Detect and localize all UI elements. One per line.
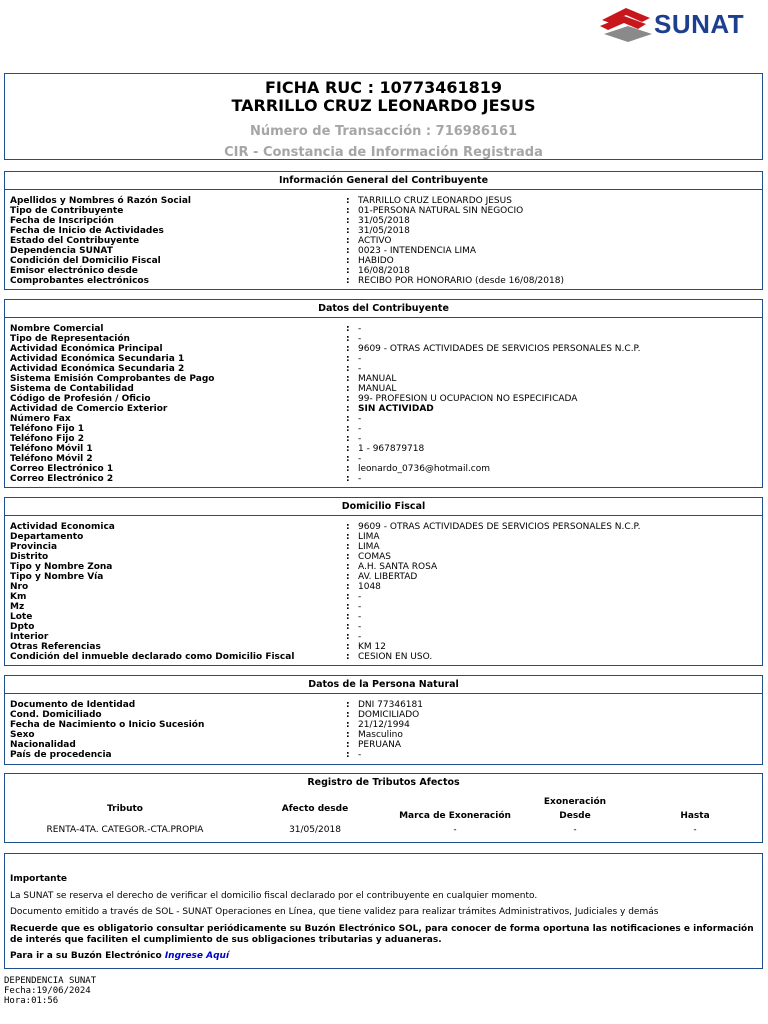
info-row bbox=[5, 622, 762, 632]
col-header-afecto: Afecto desde bbox=[281, 804, 349, 814]
field-label: Actividad Economica bbox=[10, 522, 115, 532]
field-label: Teléfono Fijo 2 bbox=[10, 434, 84, 444]
field-separator: : bbox=[346, 592, 350, 602]
field-separator: : bbox=[346, 602, 350, 612]
info-row bbox=[5, 246, 762, 256]
field-separator: : bbox=[346, 622, 350, 632]
field-value: - bbox=[358, 434, 362, 444]
ficha-ruc-title: FICHA RUC : 10773461819 bbox=[264, 78, 503, 97]
field-value: 31/05/2018 bbox=[358, 226, 410, 236]
notice-paragraph-3: Recuerde que es obligatorio consultar periódicamente su Buzón Electrónico SOL, para conocer de forma oportuna las notificaciones e información de interés que faciliten el cumplimiento de sus obligaciones tributarias y aduaneras. bbox=[10, 924, 754, 945]
field-value: CESION EN USO. bbox=[358, 652, 433, 662]
field-separator: : bbox=[346, 710, 350, 720]
field-separator: : bbox=[346, 354, 350, 364]
field-label: Emisor electrónico desde bbox=[10, 266, 138, 276]
info-row bbox=[5, 602, 762, 612]
field-value: LIMA bbox=[358, 532, 380, 542]
info-row bbox=[5, 206, 762, 216]
field-label: Provincia bbox=[10, 542, 58, 552]
field-value: RECIBO POR HONORARIO (desde 16/08/2018) bbox=[358, 276, 564, 286]
field-label: Actividad Económica Principal bbox=[10, 344, 163, 354]
notice-paragraph-2: Documento emitido a través de SOL - SUNAT Operaciones en Línea, que tiene validez para realizar trámites Administrativos, Judiciales y demás bbox=[10, 907, 659, 917]
footer-dependencia: DEPENDENCIA SUNAT bbox=[4, 976, 97, 986]
field-label: Tipo de Contribuyente bbox=[10, 206, 124, 216]
field-value: leonardo_0736@hotmail.com bbox=[358, 464, 491, 474]
logo-text: SUNAT bbox=[654, 9, 745, 39]
info-row bbox=[5, 394, 762, 404]
info-row bbox=[5, 572, 762, 582]
info-row bbox=[5, 532, 762, 542]
field-label: Número Fax bbox=[10, 414, 71, 424]
field-label: Nombre Comercial bbox=[10, 324, 104, 334]
info-row bbox=[5, 552, 762, 562]
field-value: - bbox=[358, 750, 362, 760]
field-value: - bbox=[358, 354, 362, 364]
info-row bbox=[5, 522, 762, 532]
info-row bbox=[5, 354, 762, 364]
field-separator: : bbox=[346, 522, 350, 532]
field-separator: : bbox=[346, 730, 350, 740]
info-row bbox=[5, 414, 762, 424]
field-value: SIN ACTIVIDAD bbox=[358, 404, 434, 414]
field-value: - bbox=[358, 602, 362, 612]
field-separator: : bbox=[346, 474, 350, 484]
info-row bbox=[5, 236, 762, 246]
sunat-emblem-icon bbox=[598, 4, 654, 44]
field-separator: : bbox=[346, 364, 350, 374]
field-label: País de procedencia bbox=[10, 750, 112, 760]
field-label: Mz bbox=[10, 602, 25, 612]
field-label: Distrito bbox=[10, 552, 49, 562]
info-row bbox=[5, 740, 762, 750]
field-value: 16/08/2018 bbox=[358, 266, 410, 276]
info-row bbox=[5, 266, 762, 276]
field-separator: : bbox=[346, 394, 350, 404]
field-separator: : bbox=[346, 414, 350, 424]
info-row bbox=[5, 710, 762, 720]
info-row bbox=[5, 642, 762, 652]
info-row bbox=[5, 344, 762, 354]
mailbox-prompt: Para ir a su Buzón Electrónico bbox=[10, 951, 162, 961]
section-title: Información General del Contribuyente bbox=[5, 172, 762, 190]
field-value: - bbox=[358, 622, 362, 632]
cir-subtitle: CIR - Constancia de Información Registrada bbox=[224, 145, 543, 160]
field-separator: : bbox=[346, 374, 350, 384]
field-label: Cond. Domiciliado bbox=[10, 710, 102, 720]
info-row bbox=[5, 454, 762, 464]
field-value: - bbox=[358, 364, 362, 374]
field-value: MANUAL bbox=[358, 384, 397, 394]
transaction-number: Número de Transacción : 716986161 bbox=[249, 124, 518, 139]
footer-hora: Hora:01:56 bbox=[4, 996, 59, 1006]
field-label: Código de Profesión / Oficio bbox=[10, 394, 151, 404]
field-label: Tipo y Nombre Vía bbox=[10, 572, 104, 582]
col-header-marca: Marca de Exoneración bbox=[399, 811, 511, 821]
field-separator: : bbox=[346, 384, 350, 394]
field-value: MANUAL bbox=[358, 374, 397, 384]
field-value: 9609 - OTRAS ACTIVIDADES DE SERVICIOS PERSONALES N.C.P. bbox=[358, 344, 641, 354]
field-value: AV. LIBERTAD bbox=[358, 572, 418, 582]
field-value: 21/12/1994 bbox=[358, 720, 410, 730]
field-separator: : bbox=[346, 642, 350, 652]
mailbox-link[interactable]: Ingrese Aquí bbox=[164, 951, 230, 961]
field-separator: : bbox=[346, 632, 350, 642]
field-separator: : bbox=[346, 700, 350, 710]
info-row bbox=[5, 434, 762, 444]
field-label: Teléfono Fijo 1 bbox=[10, 424, 84, 434]
section-title: Datos de la Persona Natural bbox=[5, 676, 762, 694]
field-label: Sistema Emisión Comprobantes de Pago bbox=[10, 374, 215, 384]
field-separator: : bbox=[346, 444, 350, 454]
field-separator: : bbox=[346, 344, 350, 354]
field-label: Fecha de Inscripción bbox=[10, 216, 114, 226]
info-row bbox=[5, 750, 762, 760]
field-value: - bbox=[358, 632, 362, 642]
field-value: DOMICILIADO bbox=[358, 710, 420, 720]
field-separator: : bbox=[346, 542, 350, 552]
field-separator: : bbox=[346, 236, 350, 246]
field-separator: : bbox=[346, 740, 350, 750]
field-label: Tipo y Nombre Zona bbox=[10, 562, 113, 572]
info-row bbox=[5, 324, 762, 334]
col-header-hasta: Hasta bbox=[680, 811, 710, 821]
taxpayer-name-title: TARRILLO CRUZ LEONARDO JESUS bbox=[231, 96, 536, 115]
info-row bbox=[5, 226, 762, 236]
field-value: 99- PROFESION U OCUPACION NO ESPECIFICADA bbox=[358, 394, 578, 404]
field-value: A.H. SANTA ROSA bbox=[358, 562, 438, 572]
info-row bbox=[5, 424, 762, 434]
field-separator: : bbox=[346, 334, 350, 344]
field-label: Actividad Económica Secundaria 2 bbox=[10, 364, 185, 374]
field-separator: : bbox=[346, 266, 350, 276]
field-separator: : bbox=[346, 454, 350, 464]
field-value: Masculino bbox=[358, 730, 403, 740]
info-row bbox=[5, 700, 762, 710]
field-separator: : bbox=[346, 404, 350, 414]
field-label: Teléfono Móvil 2 bbox=[10, 454, 93, 464]
notice-paragraph-1: La SUNAT se reserva el derecho de verificar el domicilio fiscal declarado por el contribuyente en cualquier momento. bbox=[10, 891, 538, 901]
field-value: KM 12 bbox=[358, 642, 386, 652]
field-separator: : bbox=[346, 552, 350, 562]
col-header-exoneracion: Exoneración bbox=[543, 797, 607, 807]
field-value: 0023 - INTENDENCIA LIMA bbox=[358, 246, 477, 256]
section-title: Datos del Contribuyente bbox=[5, 300, 762, 318]
info-row bbox=[5, 334, 762, 344]
info-row bbox=[5, 444, 762, 454]
field-label: Nro bbox=[10, 582, 29, 592]
info-row bbox=[5, 374, 762, 384]
field-separator: : bbox=[346, 582, 350, 592]
notice-title: Importante bbox=[10, 874, 67, 884]
info-row bbox=[5, 256, 762, 266]
field-value: DNI 77346181 bbox=[358, 700, 423, 710]
field-value: - bbox=[358, 474, 362, 484]
field-separator: : bbox=[346, 464, 350, 474]
col-header-tributo: Tributo bbox=[106, 804, 143, 814]
field-separator: : bbox=[346, 562, 350, 572]
field-separator: : bbox=[346, 324, 350, 334]
field-label: Apellidos y Nombres ó Razón Social bbox=[10, 196, 191, 206]
info-row bbox=[5, 652, 762, 662]
field-separator: : bbox=[346, 226, 350, 236]
info-row bbox=[5, 612, 762, 622]
col-header-desde: Desde bbox=[559, 811, 591, 821]
field-separator: : bbox=[346, 256, 350, 266]
field-value: 1 - 967879718 bbox=[358, 444, 425, 454]
field-separator: : bbox=[346, 652, 350, 662]
footer-fecha: Fecha:19/06/2024 bbox=[4, 986, 91, 996]
info-row bbox=[5, 542, 762, 552]
field-label: Actividad Económica Secundaria 1 bbox=[10, 354, 185, 364]
field-label: Teléfono Móvil 1 bbox=[10, 444, 93, 454]
cell-afecto: 31/05/2018 bbox=[289, 825, 341, 835]
field-label: Correo Electrónico 1 bbox=[10, 464, 114, 474]
field-label: Dependencia SUNAT bbox=[10, 246, 113, 256]
field-value: - bbox=[358, 324, 362, 334]
field-label: Documento de Identidad bbox=[10, 700, 136, 710]
field-separator: : bbox=[346, 276, 350, 286]
field-separator: : bbox=[346, 206, 350, 216]
field-separator: : bbox=[346, 216, 350, 226]
field-label: Lote bbox=[10, 612, 33, 622]
info-row bbox=[5, 276, 762, 286]
field-label: Fecha de Nacimiento o Inicio Sucesión bbox=[10, 720, 205, 730]
cell-hasta: - bbox=[693, 825, 697, 835]
info-row bbox=[5, 364, 762, 374]
field-value: LIMA bbox=[358, 542, 380, 552]
info-row bbox=[5, 592, 762, 602]
field-separator: : bbox=[346, 246, 350, 256]
field-separator: : bbox=[346, 532, 350, 542]
field-label: Km bbox=[10, 592, 27, 602]
field-label: Sistema de Contabilidad bbox=[10, 384, 134, 394]
field-separator: : bbox=[346, 750, 350, 760]
notice-paragraph-4 bbox=[10, 951, 757, 962]
field-value: - bbox=[358, 612, 362, 622]
field-label: Comprobantes electrónicos bbox=[10, 276, 149, 286]
field-value: - bbox=[358, 424, 362, 434]
info-row bbox=[5, 384, 762, 394]
field-label: Correo Electrónico 2 bbox=[10, 474, 114, 484]
field-separator: : bbox=[346, 720, 350, 730]
field-value: - bbox=[358, 334, 362, 344]
field-separator: : bbox=[346, 434, 350, 444]
info-row bbox=[5, 632, 762, 642]
taxes-section bbox=[4, 773, 763, 843]
info-row bbox=[5, 196, 762, 206]
field-label: Condición del inmueble declarado como Domicilio Fiscal bbox=[10, 652, 295, 662]
field-label: Estado del Contribuyente bbox=[10, 236, 140, 246]
field-separator: : bbox=[346, 424, 350, 434]
field-separator: : bbox=[346, 572, 350, 582]
info-row bbox=[5, 464, 762, 474]
info-row bbox=[5, 730, 762, 740]
info-row bbox=[5, 582, 762, 592]
field-label: Nacionalidad bbox=[10, 740, 76, 750]
field-label: Sexo bbox=[10, 730, 35, 740]
field-value: TARRILLO CRUZ LEONARDO JESUS bbox=[358, 196, 512, 206]
field-value: COMAS bbox=[358, 552, 392, 562]
field-value: - bbox=[358, 592, 362, 602]
field-value: 1048 bbox=[358, 582, 381, 592]
field-separator: : bbox=[346, 612, 350, 622]
info-row bbox=[5, 562, 762, 572]
field-value: HABIDO bbox=[358, 256, 394, 266]
contributor-data-section bbox=[4, 299, 763, 488]
header-box bbox=[4, 73, 763, 160]
field-value: PERUANA bbox=[358, 740, 402, 750]
cell-desde: - bbox=[573, 825, 577, 835]
info-row bbox=[5, 216, 762, 226]
section-title: Registro de Tributos Afectos bbox=[307, 777, 460, 788]
field-label: Otras Referencias bbox=[10, 642, 101, 652]
field-value: 01-PERSONA NATURAL SIN NEGOCIO bbox=[358, 206, 524, 216]
field-value: 31/05/2018 bbox=[358, 216, 410, 226]
important-notice-section bbox=[4, 853, 763, 969]
info-row bbox=[5, 720, 762, 730]
field-value: - bbox=[358, 414, 362, 424]
section-title: Domicilio Fiscal bbox=[5, 498, 762, 516]
fiscal-address-section bbox=[4, 497, 763, 666]
field-value: 9609 - OTRAS ACTIVIDADES DE SERVICIOS PERSONALES N.C.P. bbox=[358, 522, 641, 532]
natural-person-section bbox=[4, 675, 763, 765]
field-label: Actividad de Comercio Exterior bbox=[10, 404, 168, 414]
field-label: Departamento bbox=[10, 532, 84, 542]
field-value: - bbox=[358, 454, 362, 464]
cell-marca: - bbox=[453, 825, 457, 835]
general-info-section bbox=[4, 171, 763, 290]
info-row bbox=[5, 474, 762, 484]
field-label: Dpto bbox=[10, 622, 35, 632]
field-label: Tipo de Representación bbox=[10, 334, 130, 344]
field-value: ACTIVO bbox=[358, 236, 392, 246]
sunat-logo bbox=[598, 4, 762, 44]
footer bbox=[4, 976, 96, 1006]
field-separator: : bbox=[346, 196, 350, 206]
field-label: Fecha de Inicio de Actividades bbox=[10, 226, 164, 236]
info-row bbox=[5, 404, 762, 414]
field-label: Condición del Domicilio Fiscal bbox=[10, 256, 161, 266]
field-label: Interior bbox=[10, 632, 49, 642]
cell-tributo: RENTA-4TA. CATEGOR.-CTA.PROPIA bbox=[46, 825, 204, 835]
